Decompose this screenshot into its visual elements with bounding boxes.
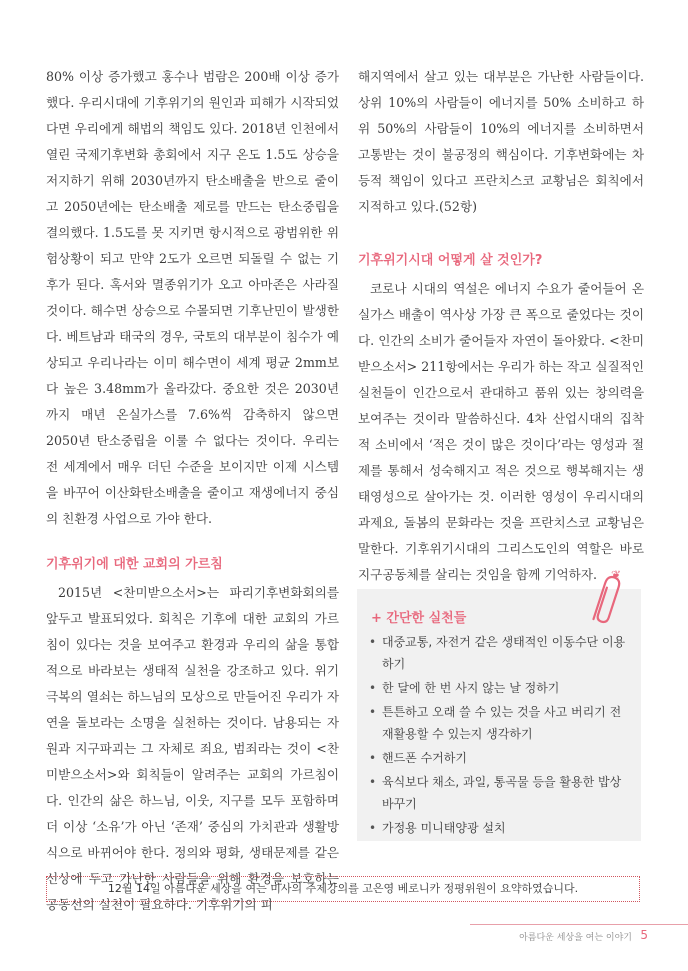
tip-item: • 핸드폰 수거하기 bbox=[369, 747, 631, 769]
tip-item: • 튼튼하고 오래 쓸 수 있는 것을 사고 버리기 전 재활용할 수 있는지 생각하기 bbox=[369, 701, 631, 745]
footer-rule bbox=[470, 924, 688, 925]
body-paragraph: 해지역에서 살고 있는 대부분은 가난한 사람들이다. 상위 10%의 사람들이 에너지를 50% 소비하고 하위 50%의 사람들이 10%의 에너지를 소비하면서 고통받는 것이 불공정의 핵심이다. 기후변화에는 차등적 책임이 있다고 프란치스코 교황님은 회칙에서 지적하고 있다.(52항) bbox=[358, 69, 644, 214]
tips-title: + 간단한 실천들 bbox=[371, 611, 467, 626]
section-heading: 기후위기시대 어떻게 살 것인가? bbox=[358, 253, 543, 268]
paperclip-icon bbox=[590, 572, 622, 628]
running-title: 아름다운 세상을 여는 이야기 bbox=[519, 933, 632, 943]
leaf-icon: ❦ bbox=[611, 568, 622, 582]
body-paragraph bbox=[358, 276, 644, 588]
tip-item: • 한 달에 한 번 사지 않는 날 정하기 bbox=[369, 677, 631, 699]
body-paragraph-text: 코로나 시대의 역설은 에너지 수요가 줄어들어 온실가스 배출이 역사상 가장 큰 폭으로 줄었다는 것이다. 인간의 소비가 줄어들자 자연이 돌아왔다. <찬미받으소서> 211항에서는 우리가 하는 작고 실질적인 실천들이 인간으로서 관대하고 품위 있는 창의력을 보여주는 것이라 말씀하신다. 4차 산업시대의 집착적 소비에서 ‘적은 것이 많은 것이다’라는 영성과 절제를 통해서 성숙해지고 적은 것으로 행복해지는 생태영성으로 살아가는 것. 이러한 영성이 우리시대의 과제요, 돌봄의 문화라는 것을 프란치스코 교황님은 말한다. 기후위기시대의 그리스도인의 역할은 바로 지구공동체를 살리는 것임을 함께 기억하자. bbox=[358, 281, 644, 582]
body-paragraph: 80% 이상 증가했고 홍수나 범람은 200배 이상 증가했다. 우리시대에 기후위기의 원인과 피해가 시작되었다면 우리에게 해법의 책임도 있다. 2018년 인천에서 열린 국제기후변화 총회에서 지구 온도 1.5도 상승을 저지하기 위해 2030년까지 탄소배출을 반으로 줄이고 2050년에는 탄소배출 제로를 만드는 탄소중립을 결의했다. 1.5도를 못 지키면 항시적으로 광범위한 위험상황이 되고 만약 2도가 오르면 되돌릴 수 없는 기후가 된다. 혹서와 멸종위기가 오고 아마존은 사라질 것이다. 해수면 상승으로 수몰되면 기후난민이 발생한다. 베트남과 태국의 경우, 국토의 대부분이 침수가 예상되고 우리나라는 이미 해수면이 세계 평균 2mm보다 높은 3.48mm가 올라갔다. 중요한 것은 2030년까지 매년 온실가스를 7.6%씩 감축하지 않으면 2050년 탄소중립을 이룰 수 없다는 것이다. 우리는 전 세계에서 매우 더딘 수준을 보이지만 이제 시스템을 바꾸어 이산화탄소배출을 줄이고 재생에너지 중심의 친환경 사업으로 가야 한다. bbox=[46, 69, 339, 526]
section-heading: 기후위기에 대한 교회의 가르침 bbox=[46, 557, 223, 572]
tips-list bbox=[369, 631, 631, 841]
tip-item: • 육식보다 채소, 과일, 통곡물 등을 활용한 밥상 바꾸기 bbox=[369, 771, 631, 815]
tip-item: • 대중교통, 자전거 같은 생태적인 이동수단 이용하기 bbox=[369, 631, 631, 675]
left-column bbox=[46, 64, 339, 918]
body-paragraph: 2015년 <찬미받으소서>는 파리기후변화회의를 앞두고 발표되었다. 회칙은 기후에 대한 교회의 가르침이 있다는 것을 보여주고 환경과 우리의 삶을 통합적으로 바라보는 생태적 실천을 강조하고 있다. 위기극복의 열쇠는 하느님의 모상으로 만들어진 우리가 자연을 돌보라는 소명을 실천하는 것이다. 남용되는 자원과 지구파괴는 그 자체로 죄요, 범죄라는 것이 <찬미받으소서>와 회칙들이 알려주는 교회의 가르침이다. 인간의 삶은 하느님, 이웃, 지구를 모두 포함하며 더 이상 ‘소유’가 아닌 ‘존재’ 중심의 가치관과 생활방식으로 바뀌어야 한다. 정의와 평화, 생태문제를 같은 선상에 두고 가난한 사람들을 위해 환경을 보호하는 공동선의 실천이 필요하다. 기후위기의 피 bbox=[46, 585, 339, 912]
page-number: 5 bbox=[640, 928, 648, 942]
tip-item: • 가정용 미니태양광 설치 bbox=[369, 817, 631, 839]
summary-note: 12월 14일 아름다운 세상을 여는 미사의 주제강의를 고은영 베로니카 정평위원이 요약하였습니다. bbox=[46, 876, 640, 902]
right-column bbox=[358, 64, 644, 588]
